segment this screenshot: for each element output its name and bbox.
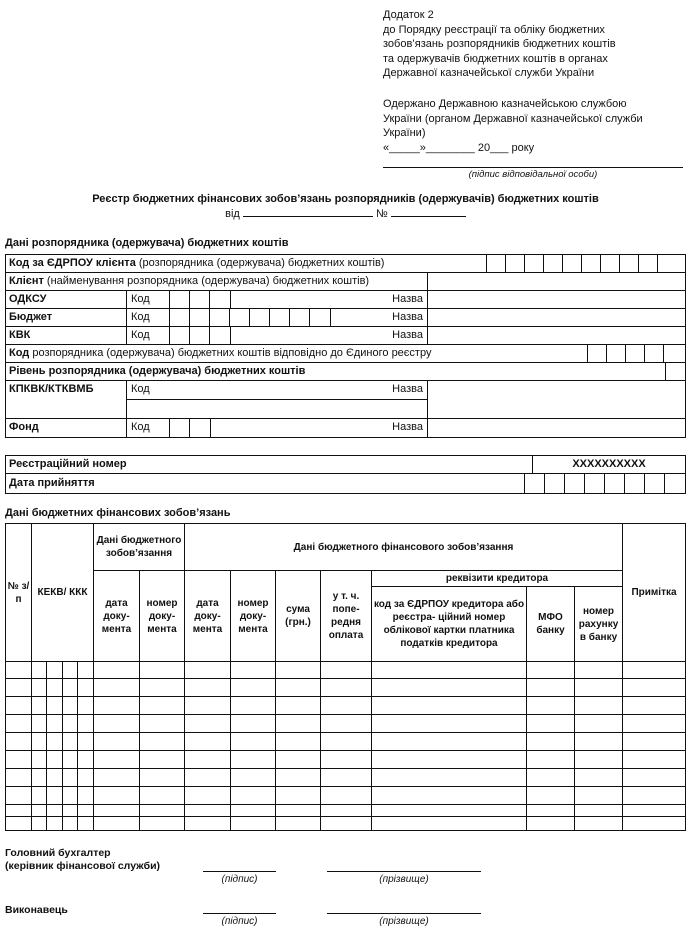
register-code-label	[5, 344, 588, 363]
registration-number-value: ХХХХХХХХХХ	[532, 455, 686, 474]
col-obligation-header: Дані бюджетного зобов’язання	[93, 523, 185, 571]
edrpou-label-rest: (розпорядника (одержувача) бюджетних коштів)	[135, 257, 385, 269]
register-cell[interactable]	[644, 344, 664, 363]
appendix-header	[383, 8, 683, 81]
client-label-bold: Клієнт	[9, 275, 44, 287]
kvk-code-field[interactable]	[126, 326, 428, 345]
col-note-header: Примітка	[622, 523, 686, 662]
chief-signature-caption: (підпис)	[221, 874, 258, 885]
edrpou-cell[interactable]	[543, 254, 563, 273]
col-fin-doc-no-header: номер доку- мента	[230, 570, 276, 662]
executor-surname-line[interactable]	[327, 913, 481, 914]
chief-line1: Головний бухгалтер	[5, 847, 111, 859]
acceptance-date-label: Дата прийняття	[5, 473, 525, 494]
executor-signature-caption: (підпис)	[221, 916, 258, 927]
client-label	[5, 272, 428, 291]
edrpou-label-bold: Код за ЄДРПОУ клієнта	[9, 257, 136, 269]
header-line: Додаток 2	[383, 9, 434, 21]
edrpou-cell[interactable]	[524, 254, 544, 273]
date-cell[interactable]	[604, 473, 625, 494]
register-label-bold: Код	[9, 347, 30, 359]
executor-surname-caption: (прізвище)	[379, 916, 429, 927]
number-field[interactable]	[391, 216, 466, 217]
edrpou-cell[interactable]	[581, 254, 601, 273]
client-field[interactable]	[427, 272, 686, 291]
fund-name-field[interactable]	[427, 418, 686, 438]
col-fin-doc-date-header: дата доку- мента	[184, 570, 231, 662]
registration-grid	[5, 455, 686, 495]
odksu-code-field[interactable]	[126, 290, 428, 309]
client-data-grid	[5, 254, 686, 438]
chief-surname-caption: (прізвище)	[379, 874, 429, 885]
edrpou-cell[interactable]	[562, 254, 582, 273]
edrpou-label	[5, 254, 487, 273]
date-cell[interactable]	[624, 473, 645, 494]
odksu-name-field[interactable]	[427, 290, 686, 309]
chief-line2: (керівник фінансової служби)	[5, 860, 161, 872]
kpkvk-name-field[interactable]	[427, 380, 686, 419]
header-line: до Порядку реєстрації та обліку бюджетних	[383, 23, 605, 36]
register-cell[interactable]	[606, 344, 626, 363]
date-field[interactable]	[243, 216, 373, 217]
received-line: Одержано Державною казначейською службою	[383, 98, 627, 110]
edrpou-cell[interactable]	[505, 254, 525, 273]
document-title: Реєстр бюджетних фінансових зобов’язань розпорядників (одержувачів) бюджетних коштів	[92, 193, 599, 205]
col-prepay-header: у т. ч. попе- редня оплата	[320, 570, 372, 662]
col-kekv-header: КЕКВ/ ККК	[31, 523, 94, 662]
received-block	[383, 97, 683, 155]
date-cell[interactable]	[644, 473, 665, 494]
kpkvk-code-field[interactable]	[126, 380, 428, 400]
edrpou-cell[interactable]	[486, 254, 506, 273]
budget-code-field[interactable]	[126, 308, 428, 327]
kvk-name-field[interactable]	[427, 326, 686, 345]
header-line: Державної казначейської служби України	[383, 67, 595, 80]
received-line: України (органом Державної казначейської служби	[383, 112, 643, 125]
kvk-name-label: Назва	[392, 329, 423, 341]
col-mfo-header: МФО банку	[526, 586, 575, 662]
budget-name-field[interactable]	[427, 308, 686, 327]
signature-caption: (підпис відповідальної особи)	[468, 169, 598, 180]
chief-surname-line[interactable]	[327, 871, 481, 872]
kvk-label: КВК	[5, 326, 127, 345]
col-no-header: № з/п	[5, 523, 32, 662]
date-cell[interactable]	[564, 473, 585, 494]
section1-title: Дані розпорядника (одержувача) бюджетних коштів	[5, 237, 289, 249]
col-obl-doc-date-header: дата доку- мента	[93, 570, 140, 662]
received-line: України)	[383, 127, 426, 140]
budget-code-label: Код	[131, 311, 150, 323]
chief-signature-line[interactable]	[203, 871, 276, 872]
received-date-field[interactable]: «_____»________ 20___ року	[383, 141, 535, 154]
register-cell[interactable]	[625, 344, 645, 363]
col-creditor-header: реквізити кредитора	[371, 570, 623, 587]
number-label: №	[375, 208, 388, 220]
header-line: та одержувачів бюджетних коштів в органах	[383, 52, 608, 65]
level-label: Рівень розпорядника (одержувача) бюджетних коштів	[5, 362, 666, 381]
section2-title: Дані бюджетних фінансових зобов’язань	[5, 507, 231, 519]
fund-label: Фонд	[5, 418, 127, 438]
budget-name-label: Назва	[392, 311, 423, 323]
fund-code-field[interactable]	[126, 418, 428, 438]
register-label-rest: розпорядника (одержувача) бюджетних коштів відповідно до Єдиного реєстру	[29, 347, 432, 359]
chief-accountant-label	[5, 847, 160, 873]
col-account-header: номер рахунку в банку	[574, 586, 623, 662]
col-fin-header: Дані бюджетного фінансового зобов’язання	[184, 523, 623, 571]
register-cell[interactable]	[587, 344, 607, 363]
budget-label: Бюджет	[5, 308, 127, 327]
date-cell[interactable]	[544, 473, 565, 494]
signature-line	[383, 167, 683, 168]
register-cell[interactable]	[663, 344, 686, 363]
col-obl-doc-no-header: номер доку- мента	[139, 570, 185, 662]
kpkvk-code-label: Код	[131, 383, 150, 395]
level-cell[interactable]	[665, 362, 686, 381]
table-body-grid[interactable]	[5, 661, 686, 831]
edrpou-cell[interactable]	[657, 254, 686, 273]
odksu-label: ОДКСУ	[5, 290, 127, 309]
registration-number-label: Реєстраційний номер	[5, 455, 533, 474]
date-cell[interactable]	[664, 473, 686, 494]
executor-signature-line[interactable]	[203, 913, 276, 914]
kpkvk-label: КПКВК/КТКВМБ	[5, 380, 127, 419]
kpkvk-name-label: Назва	[392, 383, 423, 395]
date-cell[interactable]	[524, 473, 545, 494]
edrpou-cell[interactable]	[638, 254, 658, 273]
executor-label: Виконавець	[5, 904, 68, 916]
client-label-rest: (найменування розпорядника (одержувача) бюджетних коштів)	[43, 275, 370, 287]
odksu-code-label: Код	[131, 293, 150, 305]
col-creditor-code-header: код за ЄДРПОУ кредитора або реєстра- ційний номер облікової картки платника податків кредитора	[371, 586, 527, 662]
edrpou-cell[interactable]	[600, 254, 620, 273]
edrpou-cell[interactable]	[619, 254, 639, 273]
col-sum-header: сума (грн.)	[275, 570, 321, 662]
header-line: зобов’язань розпорядників бюджетних коштів	[383, 38, 616, 51]
kvk-code-label: Код	[131, 329, 150, 341]
fund-code-label: Код	[131, 421, 150, 433]
obligations-table	[5, 523, 686, 831]
kpkvk-extra-row[interactable]	[5, 399, 428, 419]
fund-name-label: Назва	[392, 421, 423, 433]
date-cell[interactable]	[584, 473, 605, 494]
document-subtitle	[0, 208, 691, 220]
from-label: від	[225, 208, 240, 220]
odksu-name-label: Назва	[392, 293, 423, 305]
